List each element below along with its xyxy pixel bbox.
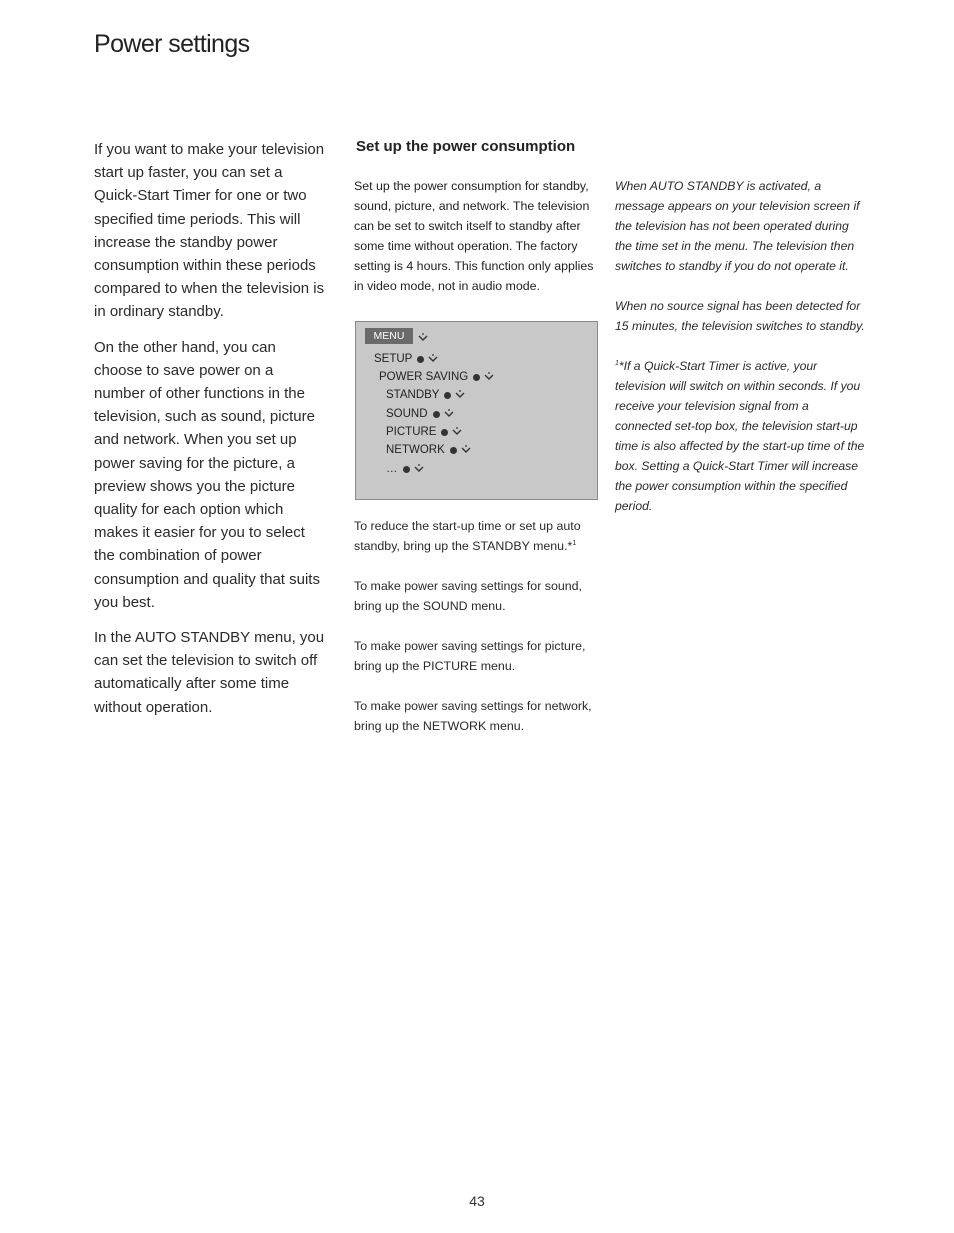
select-dot-icon	[403, 466, 410, 473]
intro-paragraph: On the other hand, you can choose to save power on a number of other functions in the television, such as sound, picture and network. When you set up power saving for the picture, a preview shows you the picture quality for each option which makes it easier for you to select the combination of power consumption and quality that suits you best.	[94, 338, 320, 611]
instruction-notes	[354, 516, 604, 756]
menu-item-sound	[386, 407, 455, 421]
select-dot-icon	[473, 374, 480, 381]
side-note: When no source signal has been detected for 15 minutes, the television switches to standby.	[615, 299, 865, 333]
section-intro: Set up the power consumption for standby, sound, picture, and network. The television can be set to switch itself to standby after some time without operation. The factory setting is 4 hours. This function only applies in video mode, not in audio mode.	[354, 179, 594, 293]
chevron-down-icon	[443, 408, 455, 420]
intro-paragraph: If you want to make your television start up faster, you can set a Quick-Start Timer for one or two specified time periods. This will increase the standby power consumption within these periods compared to when the television is in ordinary standby.	[94, 141, 325, 321]
instruction-note: To reduce the start-up time or set up auto standby, bring up the STANDBY menu.*$^1$	[354, 519, 581, 553]
menu-button-label: MENU	[365, 328, 413, 344]
footnote-mark: 1	[615, 359, 619, 367]
side-note: When AUTO STANDBY is activated, a message appears on your television screen if the television has not been operated during the time set in the menu. The television then switches to standby if you do not operate it.	[615, 179, 860, 273]
instruction-note: To make power saving settings for picture, bring up the PICTURE menu.	[354, 639, 586, 673]
menu-item-label: …	[386, 463, 398, 475]
menu-item-more	[386, 462, 425, 476]
intro-column	[94, 138, 326, 731]
chevron-down-icon	[460, 444, 472, 456]
menu-item-network	[386, 443, 472, 457]
footnote: $^1$*If a Quick-Start Timer is active, your television will switch on within seconds. If you receive your television signal from a connected set-top box, the television start-up time is also affected by the start-up time of the box. Setting a Quick-Start Timer will increase the power consumption within the specified period.	[615, 359, 865, 513]
instruction-note: To make power saving settings for network, bring up the NETWORK menu.	[354, 699, 592, 733]
page-title: Power settings	[94, 30, 250, 58]
page-number: 43	[469, 1193, 485, 1209]
menu-item-label: SOUND	[386, 408, 428, 420]
menu-item-label: SETUP	[374, 353, 413, 365]
select-dot-icon	[450, 447, 457, 454]
menu-item-label: PICTURE	[386, 426, 437, 438]
menu-item-label: POWER SAVING	[379, 371, 469, 383]
menu-item-picture	[386, 425, 463, 439]
select-dot-icon	[444, 392, 451, 399]
select-dot-icon	[441, 429, 448, 436]
menu-item-label: STANDBY	[386, 389, 440, 401]
footnote-ref: 1	[572, 539, 577, 547]
select-dot-icon	[433, 411, 440, 418]
menu-path-diagram	[355, 321, 598, 500]
menu-item-setup	[374, 352, 439, 366]
select-dot-icon	[417, 356, 424, 363]
intro-paragraph: In the AUTO STANDBY menu, you can set the television to switch off automatically after some time without operation.	[94, 629, 325, 716]
chevron-down-icon	[427, 353, 439, 365]
chevron-down-icon	[454, 389, 466, 401]
chevron-down-icon	[413, 463, 425, 475]
side-notes	[615, 176, 865, 536]
chevron-down-icon	[451, 426, 463, 438]
menu-item-power-saving	[379, 370, 495, 384]
section-heading: Set up the power consumption	[356, 138, 576, 155]
menu-item-label: NETWORK	[386, 444, 445, 456]
menu-item-standby	[386, 388, 466, 402]
chevron-down-icon	[417, 332, 429, 344]
chevron-down-icon	[483, 371, 495, 383]
instruction-note: To make power saving settings for sound, bring up the SOUND menu.	[354, 579, 582, 613]
